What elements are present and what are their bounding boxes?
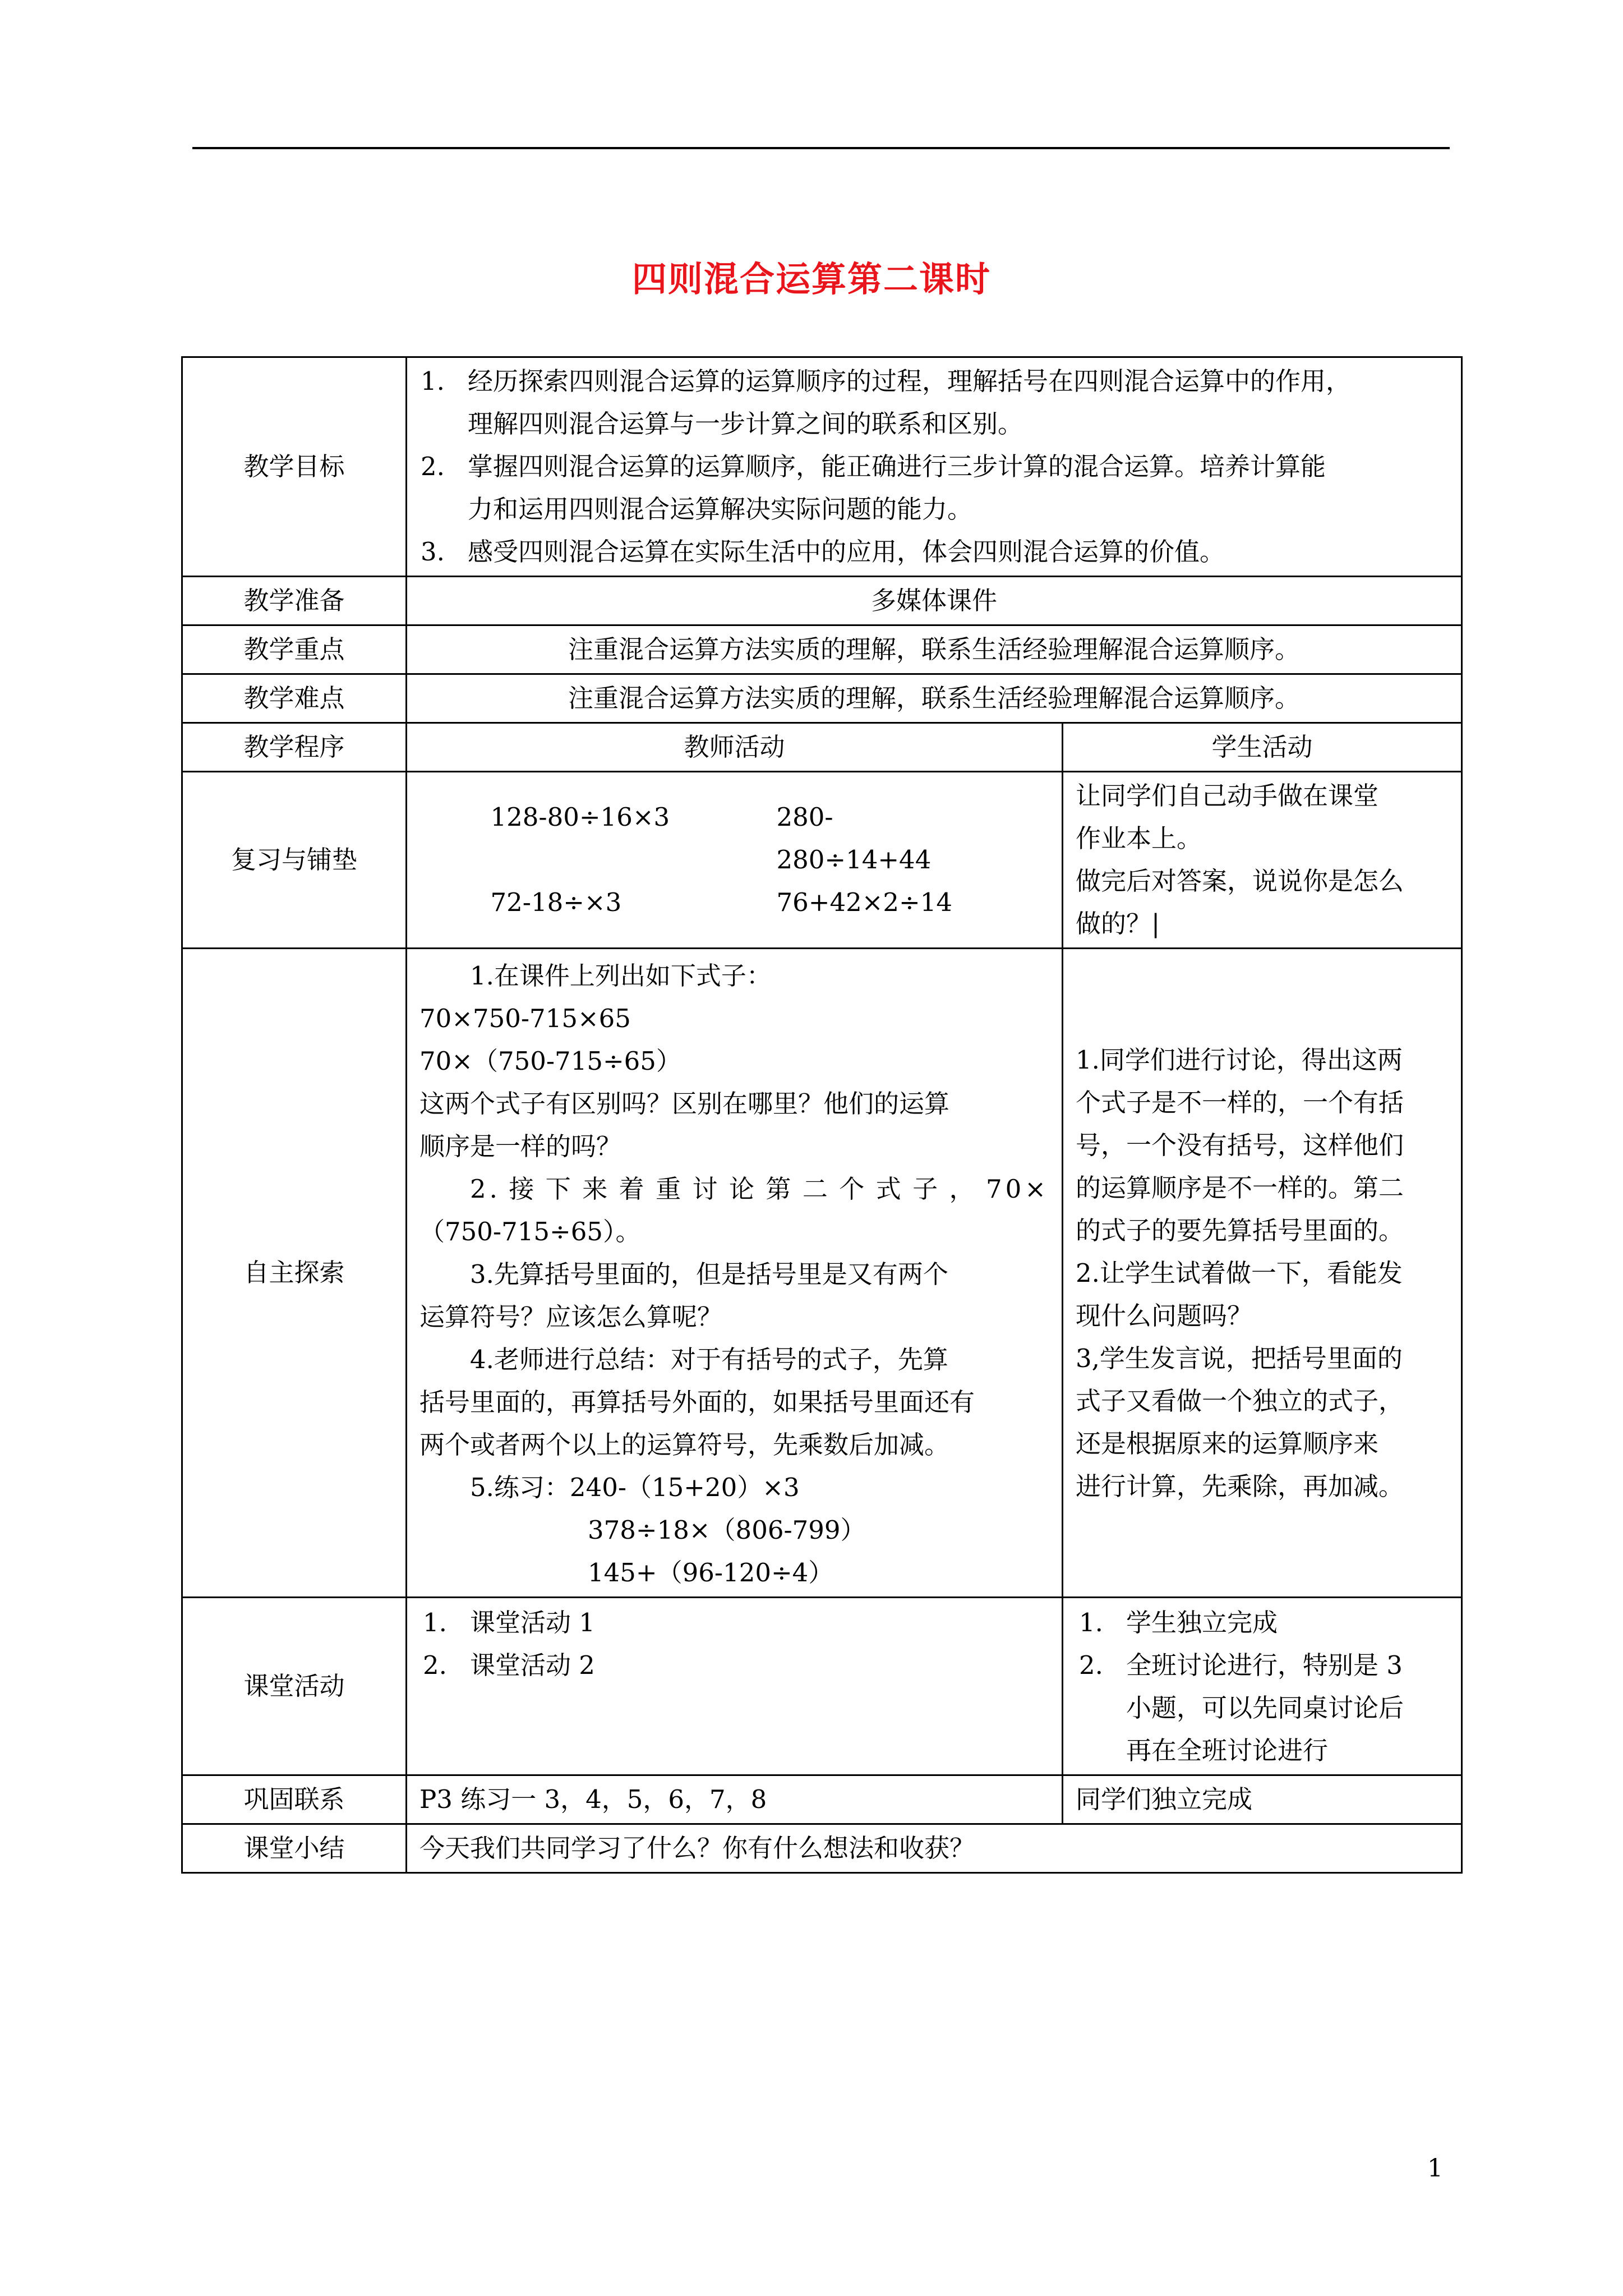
- class-activity-label: 课堂活动: [182, 1598, 407, 1775]
- lesson-plan-table: [181, 356, 1463, 1874]
- goal-item: 2. 掌握四则混合运算的运算顺序，能正确进行三步计算的混合运算。培养计算能 力和运用四则混合运算解决实际问题的能力。: [421, 452, 1326, 524]
- class-activity-row: [182, 1598, 1462, 1775]
- consolidate-student: 同学们独立完成: [1063, 1775, 1462, 1824]
- review-student: 让同学们自己动手做在课堂 作业本上。 做完后对答案，说说你是怎么 做的？|: [1063, 772, 1462, 949]
- review-teacher: [407, 772, 1063, 949]
- prep-row: [182, 577, 1462, 625]
- consolidate-row: [182, 1775, 1462, 1824]
- prep-value: 多媒体课件: [407, 577, 1462, 625]
- activity-item: 2. 课堂活动 2: [423, 1650, 595, 1680]
- header-rule: [192, 147, 1450, 149]
- explore-teacher: 1.在课件上列出如下式子： 70×750-715×65 70×（750-715÷65） 这两个式子有区别吗？区别在哪里？他们的运算 顺序是一样的吗？ 2.接下来着重讨论第二个式子，70× （750-715÷65）。 3.先算括号里面的，但是括号里是又有两个 运算符号？应该怎么算呢？ 4.老师进行总结：对于有括号的式子，先算 括号里面的，再算括号外面的，如果括号里面还有 两个或者两个以上的运算符号，先乘数后加减。 5.练习：240-（15+20）×3 378÷18×（806-799） 145+（96-120÷4）: [407, 949, 1063, 1598]
- summary-row: [182, 1824, 1462, 1873]
- class-activity-student: [1063, 1598, 1462, 1775]
- explore-row: [182, 949, 1462, 1598]
- goals-content: [407, 357, 1462, 577]
- consolidate-teacher: P3 练习一 3，4，5，6，7，8: [407, 1775, 1063, 1824]
- explore-label: 自主探索: [182, 949, 407, 1598]
- goals-row: [182, 357, 1462, 577]
- student-activity-header: 学生活动: [1063, 723, 1462, 772]
- consolidate-label: 巩固联系: [182, 1775, 407, 1824]
- goal-item: 1. 经历探索四则混合运算的运算顺序的过程，理解括号在四则混合运算中的作用， 理解四则混合运算与一步计算之间的联系和区别。: [421, 366, 1352, 439]
- activity-item: 2. 全班讨论进行，特别是 3 小题，可以先同桌讨论后 再在全班讨论进行: [1079, 1650, 1404, 1765]
- page-number: 1: [1427, 2154, 1443, 2183]
- prep-label: 教学准备: [182, 577, 407, 625]
- difficulty-row: [182, 674, 1462, 723]
- class-activity-teacher: [407, 1598, 1063, 1775]
- key-row: [182, 625, 1462, 674]
- key-label: 教学重点: [182, 625, 407, 674]
- page-title: 四则混合运算第二课时: [631, 259, 991, 300]
- summary-label: 课堂小结: [182, 1824, 407, 1873]
- expression-row: 128-80÷16×3 280-280÷14+44: [490, 802, 932, 875]
- explore-student: 1.同学们进行讨论，得出这两 个式子是不一样的，一个有括 号，一个没有括号，这样他们 的运算顺序是不一样的。第二 的式子的要先算括号里面的。 2.让学生试着做一下，看能发 现什么问题吗？ 3,学生发言说，把括号里面的 式子又看做一个独立的式子， 还是根据原来的运算顺序来 进行计算，先乘除，再加减。: [1063, 949, 1462, 1598]
- activity-item: 1. 课堂活动 1: [423, 1608, 595, 1637]
- procedure-header-row: [182, 723, 1462, 772]
- teacher-activity-header: 教师活动: [407, 723, 1063, 772]
- procedure-label: 教学程序: [182, 723, 407, 772]
- expression-row: 72-18÷×3 76+42×2÷14: [490, 887, 953, 917]
- review-label: 复习与铺垫: [182, 772, 407, 949]
- activity-item: 1. 学生独立完成: [1079, 1608, 1278, 1637]
- goal-item: 3. 感受四则混合运算在实际生活中的应用，体会四则混合运算的价值。: [421, 537, 1225, 567]
- difficulty-label: 教学难点: [182, 674, 407, 723]
- goals-label: 教学目标: [182, 357, 407, 577]
- review-row: [182, 772, 1462, 949]
- key-value: 注重混合运算方法实质的理解，联系生活经验理解混合运算顺序。: [407, 625, 1462, 674]
- difficulty-value: 注重混合运算方法实质的理解，联系生活经验理解混合运算顺序。: [407, 674, 1462, 723]
- summary-value: 今天我们共同学习了什么？你有什么想法和收获？: [407, 1824, 1462, 1873]
